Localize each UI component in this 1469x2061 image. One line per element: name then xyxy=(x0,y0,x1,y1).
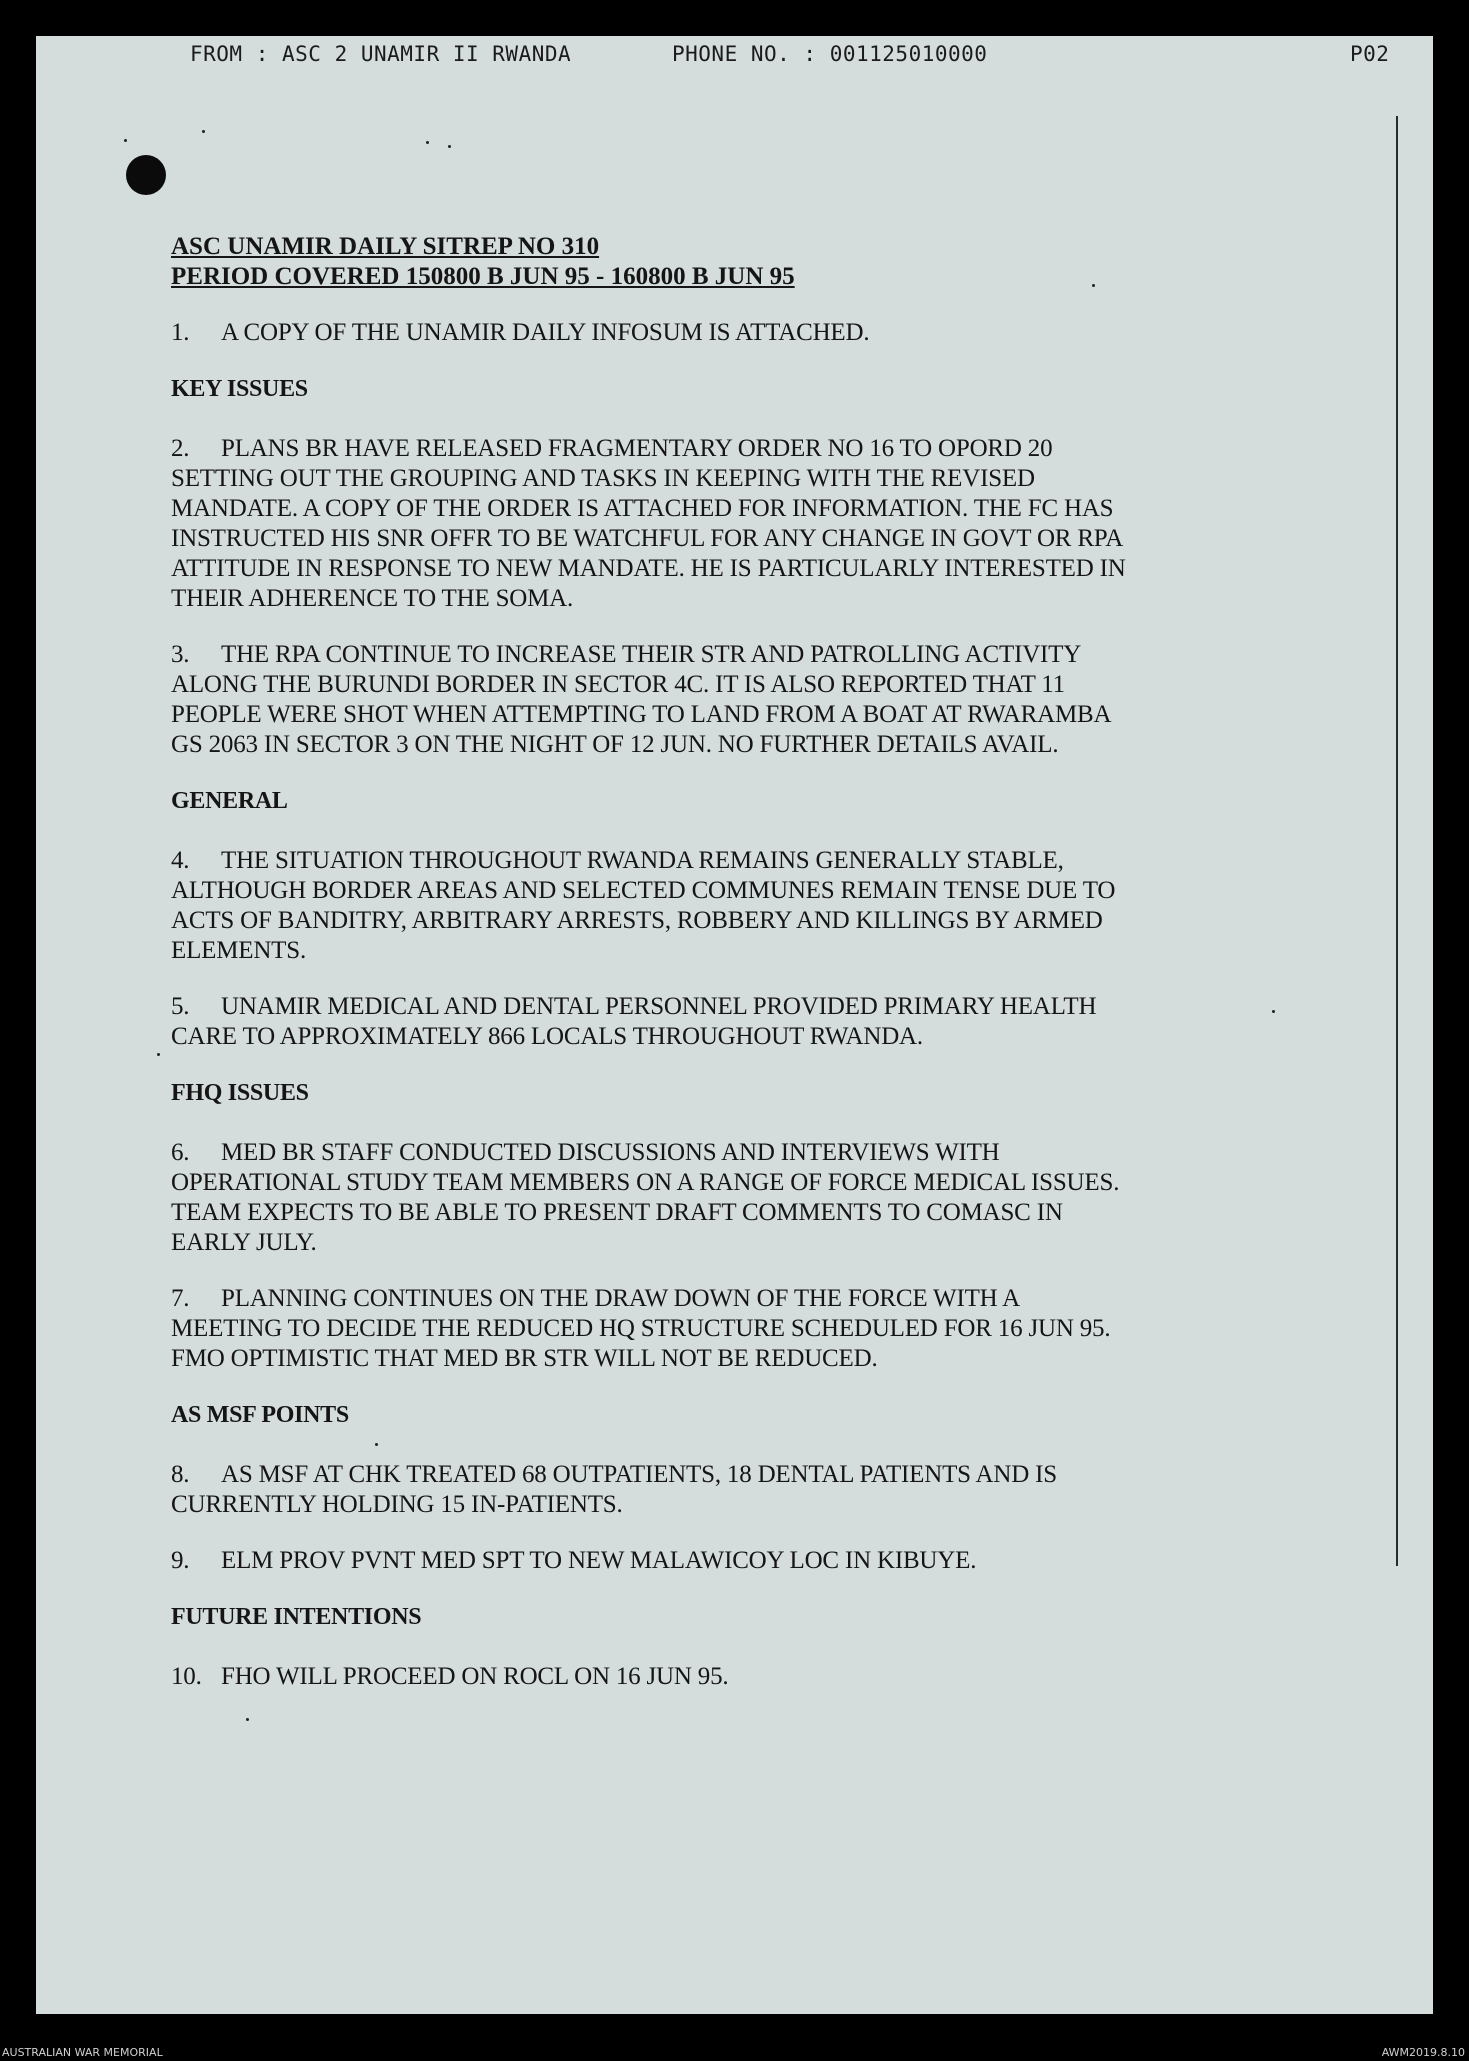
paragraph-line xyxy=(171,1662,1311,1692)
paragraph-number: 8. xyxy=(171,1461,190,1488)
fax-from: FROM : ASC 2 UNAMIR II RWANDA xyxy=(190,42,572,66)
paragraph-line xyxy=(171,1460,1311,1490)
paragraph-line: OPERATIONAL STUDY TEAM MEMBERS ON A RANGE OF FORCE MEDICAL ISSUES. xyxy=(171,1169,1120,1196)
title-line-2: PERIOD COVERED 150800 B JUN 95 - 160800 B JUN 95 xyxy=(171,263,795,290)
paragraph-text: PLANS BR HAVE RELEASED FRAGMENTARY ORDER NO 16 TO OPORD 20 xyxy=(221,435,1053,462)
paragraph-text: ELM PROV PVNT MED SPT TO NEW MALAWICOY LOC IN KIBUYE. xyxy=(221,1547,977,1574)
paragraph-text: THE RPA CONTINUE TO INCREASE THEIR STR AND PATROLLING ACTIVITY xyxy=(221,641,1082,668)
paragraph-line: GS 2063 IN SECTOR 3 ON THE NIGHT OF 12 JUN. NO FURTHER DETAILS AVAIL. xyxy=(171,731,1059,758)
title-line-1: ASC UNAMIR DAILY SITREP NO 310 xyxy=(171,233,600,260)
paragraph-text: FHO WILL PROCEED ON ROCL ON 16 JUN 95. xyxy=(221,1663,729,1690)
numbered-paragraph xyxy=(171,992,1311,1052)
punch-hole xyxy=(126,155,166,195)
paragraph-line: SETTING OUT THE GROUPING AND TASKS IN KEEPING WITH THE REVISED xyxy=(171,465,1035,492)
numbered-paragraph xyxy=(171,318,1311,348)
fax-phone: PHONE NO. : 001125010000 xyxy=(672,42,988,66)
paragraph-number: 1. xyxy=(171,319,190,346)
paragraph-text: AS MSF AT CHK TREATED 68 OUTPATIENTS, 18 DENTAL PATIENTS AND IS xyxy=(221,1461,1057,1488)
paragraph-text: UNAMIR MEDICAL AND DENTAL PERSONNEL PROVIDED PRIMARY HEALTH xyxy=(221,993,1097,1020)
paragraph-line: CURRENTLY HOLDING 15 IN-PATIENTS. xyxy=(171,1491,623,1518)
paragraph-number: 4. xyxy=(171,847,190,874)
numbered-paragraph xyxy=(171,1662,1311,1692)
paragraph-line xyxy=(171,992,1311,1022)
paragraph-number: 3. xyxy=(171,641,190,668)
scan-speck xyxy=(202,130,205,133)
scan-speck xyxy=(124,139,127,142)
paragraph-line: ALTHOUGH BORDER AREAS AND SELECTED COMMUNES REMAIN TENSE DUE TO xyxy=(171,877,1116,904)
fax-page-number: P02 xyxy=(1350,42,1390,66)
paragraph-text: THE SITUATION THROUGHOUT RWANDA REMAINS GENERALLY STABLE, xyxy=(221,847,1064,874)
paragraph-line: THEIR ADHERENCE TO THE SOMA. xyxy=(171,585,574,612)
paragraph-line xyxy=(171,1138,1311,1168)
margin-line xyxy=(1396,116,1398,1566)
paragraph-line xyxy=(171,1284,1311,1314)
sections-container xyxy=(171,318,1311,1692)
paragraph-line xyxy=(171,434,1311,464)
numbered-paragraph xyxy=(171,1460,1311,1520)
paragraph-line xyxy=(171,640,1311,670)
section-heading: AS MSF POINTS xyxy=(171,1402,349,1428)
paragraph-text: MED BR STAFF CONDUCTED DISCUSSIONS AND INTERVIEWS WITH xyxy=(221,1139,1000,1166)
numbered-paragraph xyxy=(171,434,1311,614)
paragraph-line: MEETING TO DECIDE THE REDUCED HQ STRUCTURE SCHEDULED FOR 16 JUN 95. xyxy=(171,1315,1111,1342)
document-body xyxy=(171,232,1311,1718)
fax-header xyxy=(36,42,1433,82)
numbered-paragraph xyxy=(171,1284,1311,1374)
paragraph-line: PEOPLE WERE SHOT WHEN ATTEMPTING TO LAND FROM A BOAT AT RWARAMBA xyxy=(171,701,1112,728)
numbered-paragraph xyxy=(171,1546,1311,1576)
paragraph-number: 2. xyxy=(171,435,190,462)
scan-speck xyxy=(157,1053,160,1056)
scan-speck xyxy=(426,141,429,144)
paragraph-line: CARE TO APPROXIMATELY 866 LOCALS THROUGHOUT RWANDA. xyxy=(171,1023,923,1050)
document-page xyxy=(36,36,1433,2014)
paragraph-text: A COPY OF THE UNAMIR DAILY INFOSUM IS ATTACHED. xyxy=(221,319,870,346)
paragraph-line: ATTITUDE IN RESPONSE TO NEW MANDATE. HE IS PARTICULARLY INTERESTED IN xyxy=(171,555,1126,582)
numbered-paragraph xyxy=(171,846,1311,966)
paragraph-text: PLANNING CONTINUES ON THE DRAW DOWN OF THE FORCE WITH A xyxy=(221,1285,1021,1312)
paragraph-line: FMO OPTIMISTIC THAT MED BR STR WILL NOT BE REDUCED. xyxy=(171,1345,878,1372)
paragraph-number: 10. xyxy=(171,1663,202,1690)
paragraph-line: ELEMENTS. xyxy=(171,937,306,964)
section-heading: FHQ ISSUES xyxy=(171,1080,309,1106)
paragraph-line xyxy=(171,318,1311,348)
scan-speck xyxy=(246,1718,249,1721)
paragraph-line: MANDATE. A COPY OF THE ORDER IS ATTACHED FOR INFORMATION. THE FC HAS xyxy=(171,495,1114,522)
paragraph-number: 9. xyxy=(171,1547,190,1574)
paragraph-line: INSTRUCTED HIS SNR OFFR TO BE WATCHFUL FOR ANY CHANGE IN GOVT OR RPA xyxy=(171,525,1124,552)
numbered-paragraph xyxy=(171,1138,1311,1258)
footer-accession-number: AWM2019.8.10 xyxy=(1381,2046,1465,2059)
section-heading: GENERAL xyxy=(171,788,288,814)
paragraph-line xyxy=(171,846,1311,876)
scan-speck xyxy=(448,145,451,148)
paragraph-line: EARLY JULY. xyxy=(171,1229,317,1256)
paragraph-line: ALONG THE BURUNDI BORDER IN SECTOR 4C. IT IS ALSO REPORTED THAT 11 xyxy=(171,671,1065,698)
section-heading: FUTURE INTENTIONS xyxy=(171,1604,422,1630)
footer-credit: AUSTRALIAN WAR MEMORIAL xyxy=(2,2046,163,2059)
paragraph-number: 5. xyxy=(171,993,190,1020)
section-heading: KEY ISSUES xyxy=(171,376,308,402)
numbered-paragraph xyxy=(171,640,1311,760)
paragraph-line xyxy=(171,1546,1311,1576)
paragraph-number: 6. xyxy=(171,1139,190,1166)
paragraph-number: 7. xyxy=(171,1285,190,1312)
paragraph-line: ACTS OF BANDITRY, ARBITRARY ARRESTS, ROBBERY AND KILLINGS BY ARMED xyxy=(171,907,1103,934)
document-title xyxy=(171,232,1311,292)
paragraph-line: TEAM EXPECTS TO BE ABLE TO PRESENT DRAFT COMMENTS TO COMASC IN xyxy=(171,1199,1063,1226)
